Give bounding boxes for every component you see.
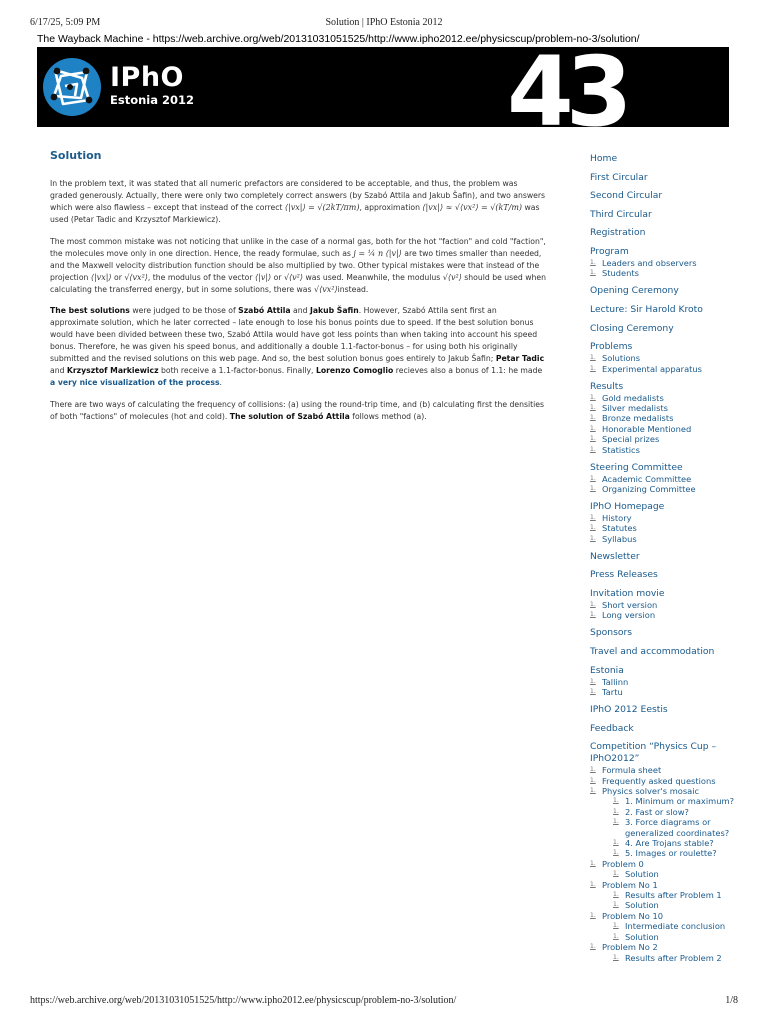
- print-footer: [30, 995, 738, 1006]
- sidebar-subitem-tallinn[interactable]: 1. Tallinn: [590, 677, 740, 687]
- p3-text-1: were judged to be those of: [132, 306, 236, 315]
- sidebar-item-label[interactable]: Third Circular: [590, 208, 652, 220]
- sidebar-subitem-label[interactable]: 1. Physics solver's mosaic: [602, 786, 700, 796]
- sidebar-subitem-label[interactable]: 1. Problem No 2: [602, 942, 658, 953]
- name-petar-tadic: Petar Tadic: [495, 354, 545, 363]
- sidebar-subitem-history[interactable]: 1. History: [590, 513, 740, 523]
- paragraph-2: [50, 236, 546, 296]
- edition-43-mark: [499, 47, 669, 127]
- sidebar-item-label[interactable]: Lecture: Sir Harold Kroto: [590, 303, 703, 315]
- p3-text-5: both receive a 1.1-factor-bonus. Finally,: [161, 366, 314, 375]
- p3-text-3: . However, Szabó Attila sent first an approximate solution, which he later corrected – late enough to lose his bonus points due to speed. If the best solution bonus would have been divided between these two, Szabó Attila would have got less points than when taking into account his speed bonus. Therefore, he was given his speed bonus, and additionally a double 1.1-factor-bonus – for using both his originally submitted and the revised solutions on this web page. And so, the best solution bonus goes entirely to Jakub Šafin;: [50, 306, 538, 363]
- p4-text-c: follows method (a).: [352, 412, 427, 421]
- sidebar-item-label[interactable]: IPhO 2012 Eestis: [590, 704, 668, 715]
- sidebar-item-label[interactable]: Travel and accommodation: [590, 646, 715, 657]
- sidebar-subitem-frequently-asked-questions[interactable]: [590, 776, 740, 786]
- sidebar-subitem-gold-medalists[interactable]: 1. Gold medalists: [590, 393, 740, 403]
- sidebar-subitem-problem-no-1[interactable]: [590, 880, 740, 911]
- sidebar-subitem-label[interactable]: 1. Problem 0: [602, 858, 644, 869]
- sidebar-subsubitem-intermediate-conclusion[interactable]: 1. Intermediate conclusion: [613, 921, 740, 931]
- paragraph-4: [50, 399, 546, 423]
- sidebar-subsublist: [602, 953, 740, 963]
- sidebar-subitem-silver-medalists[interactable]: 1. Silver medalists: [590, 403, 740, 413]
- sidebar-item-label[interactable]: Home: [590, 153, 618, 164]
- p1-text-a: In the problem text, it was stated that all numeric prefactors are considered to be acceptable, and thus, the problem was graded generously. Actually, there were only two completely correct answers (by Szabó Attila and Jakub Šafin), and two answers which were also flawless – except that instead of the correct: [50, 179, 546, 212]
- sidebar-subsubitem-2-fast-or-slow[interactable]: 1. 2. Fast or slow?: [613, 807, 740, 817]
- sidebar-item-registration[interactable]: [590, 227, 740, 239]
- sidebar-sublist: [590, 353, 740, 374]
- brand: [110, 64, 194, 107]
- sidebar-item-ipho-homepage[interactable]: [590, 501, 740, 544]
- formula-flux: j = ¼ n ⟨|v|⟩: [353, 249, 402, 258]
- sidebar-subitem-solutions[interactable]: 1. Solutions: [590, 353, 740, 363]
- sidebar-subitem-honorable-mentioned[interactable]: 1. Honorable Mentioned: [590, 424, 740, 434]
- sidebar-item-label[interactable]: Registration: [590, 227, 646, 239]
- p2-text-f: was used. Meanwhile, the modulus: [305, 273, 441, 282]
- p3-text-2: and: [293, 306, 308, 315]
- formula-modulus: √⟨v²⟩: [442, 273, 462, 282]
- p2-text-g: should be used when calculating the transferred energy, but in some solutions, there was: [50, 273, 546, 294]
- sidebar-subitem-special-prizes[interactable]: 1. Special prizes: [590, 434, 740, 444]
- sidebar-subitem-label[interactable]: 1. Formula sheet: [602, 765, 662, 776]
- paragraph-3: [50, 305, 546, 389]
- sidebar-subsublist: [602, 796, 740, 858]
- sidebar-item-label[interactable]: Invitation movie: [590, 588, 665, 599]
- sidebar-item-results[interactable]: [590, 381, 740, 455]
- p2-text-c: or: [113, 273, 122, 282]
- sidebar-item-closing-ceremony[interactable]: [590, 323, 740, 335]
- sidebar-subitem-academic-committee[interactable]: 1. Academic Committee: [590, 474, 740, 484]
- print-page-number: 1/8: [725, 995, 738, 1006]
- sidebar-subsublist: [602, 869, 740, 879]
- sidebar-subitem-formula-sheet[interactable]: [590, 765, 740, 775]
- ipho-logo-icon[interactable]: [37, 56, 107, 118]
- sidebar-subitem-label[interactable]: 1. Problem No 10: [602, 910, 664, 921]
- sidebar-nav: [590, 153, 740, 970]
- sidebar-item-problems[interactable]: [590, 341, 740, 374]
- sidebar-item-competition-physics-cup-ipho2012[interactable]: [590, 741, 740, 963]
- sidebar-item-label[interactable]: IPhO Homepage: [590, 501, 665, 512]
- sidebar-item-label[interactable]: Sponsors: [590, 627, 633, 639]
- sidebar-item-label[interactable]: Estonia: [590, 664, 624, 676]
- name-jakub-safin: Jakub Šafin: [309, 306, 359, 315]
- sidebar-subitem-problem-no-10[interactable]: [590, 911, 740, 942]
- sidebar-item-lecture-sir-harold-kroto[interactable]: [590, 304, 740, 316]
- sidebar-subitem-statistics[interactable]: 1. Statistics: [590, 445, 740, 455]
- sidebar-item-label[interactable]: Program: [590, 245, 629, 257]
- p3-text-7: .: [219, 378, 222, 387]
- name-szabo-attila: Szabó Attila: [238, 306, 291, 315]
- sidebar-item-opening-ceremony[interactable]: [590, 285, 740, 297]
- formula-correct: ⟨|vx|⟩ = √(2kT/πm): [284, 203, 360, 212]
- sidebar-subsubitem-3-force-diagrams-or-generalized-coordinates[interactable]: 1. 3. Force diagrams or generalized coordinates?: [613, 817, 740, 838]
- print-url: https://web.archive.org/web/20131031051525/http://www.ipho2012.ee/physicscup/problem-no-3/solution/: [30, 995, 457, 1006]
- sidebar-sublist: [590, 513, 740, 544]
- sidebar-subitem-organizing-committee[interactable]: 1. Organizing Committee: [590, 484, 740, 494]
- p2-text-h: instead.: [337, 285, 369, 294]
- sidebar-subitem-leaders-and-observers[interactable]: 1. Leaders and observers: [590, 258, 740, 268]
- sidebar-subsubitem-results-after-problem-2[interactable]: 1. Results after Problem 2: [613, 953, 740, 963]
- sidebar-subitem-statutes[interactable]: 1. Statutes: [590, 523, 740, 533]
- sidebar-subitem-label[interactable]: 1. Problem No 1: [602, 879, 658, 890]
- sidebar-subsubitem-4-are-trojans-stable[interactable]: 1. 4. Are Trojans stable?: [613, 838, 740, 848]
- sidebar-subitem-physics-solver-s-mosaic[interactable]: [590, 786, 740, 859]
- sidebar-item-ipho-2012-eestis[interactable]: [590, 704, 740, 716]
- brand-subtitle: Estonia 2012: [110, 93, 194, 107]
- sidebar-item-label[interactable]: Closing Ceremony: [590, 322, 674, 334]
- sidebar-item-first-circular[interactable]: [590, 172, 740, 184]
- p1-text-c: was used (Petar Tadic and Krzysztof Markiewicz).: [50, 203, 540, 224]
- sidebar-item-label[interactable]: Steering Committee: [590, 461, 683, 473]
- paragraph-1: [50, 178, 546, 226]
- sidebar-subitem-tartu[interactable]: 1. Tartu: [590, 687, 740, 697]
- sidebar-item-label[interactable]: First Circular: [590, 171, 648, 183]
- sidebar-item-feedback[interactable]: [590, 723, 740, 735]
- brand-name: IPhO: [110, 62, 185, 93]
- site-banner: [37, 47, 729, 127]
- p4-text-a: There are two ways of calculating the frequency of collisions: (a) using the round-trip time, and (b) calculating first the densities of both "factions" of molecules (hot and cold).: [50, 400, 545, 421]
- edition-43-text: 43: [507, 47, 625, 127]
- sidebar-item-press-releases[interactable]: [590, 569, 740, 581]
- sidebar-item-travel-and-accommodation[interactable]: [590, 646, 740, 658]
- formula-projection-abs: ⟨|vx|⟩: [90, 273, 112, 282]
- main-content: [50, 150, 546, 433]
- formula-vector-rms: √⟨v²⟩: [283, 273, 304, 282]
- sidebar-item-label[interactable]: Feedback: [590, 722, 634, 734]
- sidebar-item-invitation-movie[interactable]: [590, 588, 740, 621]
- sidebar-subitem-students[interactable]: 1. Students: [590, 268, 740, 278]
- sidebar-item-label[interactable]: Problems: [590, 341, 633, 353]
- sidebar-item-sponsors[interactable]: [590, 627, 740, 639]
- name-krzysztof-markiewicz: Krzysztof Markiewicz: [66, 366, 159, 375]
- sidebar-item-label[interactable]: Press Releases: [590, 569, 658, 581]
- visualization-link[interactable]: a very nice visualization of the process: [50, 378, 220, 387]
- sidebar-subsubitem-5-images-or-roulette[interactable]: 1. 5. Images or roulette?: [613, 848, 740, 858]
- p2-text-b: are two times smaller than needed, and the Maxwell velocity distribution function should be also multiplied by two. Other typical mistakes were that instead of the projection: [50, 249, 542, 282]
- sidebar-item-label[interactable]: Results: [590, 380, 624, 392]
- name-lorenzo-comoglio: Lorenzo Comoglio: [315, 366, 394, 375]
- sidebar-item-label[interactable]: Opening Ceremony: [590, 285, 679, 297]
- sidebar-subsubitem-solution[interactable]: 1. Solution: [613, 869, 740, 879]
- p2-text-e: or: [273, 273, 282, 282]
- sidebar-item-estonia[interactable]: [590, 665, 740, 698]
- sidebar-item-third-circular[interactable]: [590, 209, 740, 221]
- szabo-solution-label: The solution of Szabó Attila: [229, 412, 350, 421]
- page-title: Solution: [50, 149, 102, 162]
- sidebar-item-steering-committee[interactable]: [590, 462, 740, 495]
- sidebar-sublist: [590, 393, 740, 455]
- sidebar-item-program[interactable]: [590, 246, 740, 279]
- sidebar-subsublist: [602, 890, 740, 911]
- sidebar-sublist: [590, 600, 740, 621]
- sidebar-subsublist: [602, 921, 740, 942]
- formula-instead: √⟨vx²⟩: [313, 285, 338, 294]
- print-title: Solution | IPhO Estonia 2012: [325, 17, 443, 28]
- formula-vector-abs: ⟨|v|⟩: [255, 273, 272, 282]
- formula-projection-rms: √⟨vx²⟩: [124, 273, 148, 282]
- sidebar-subitem-bronze-medalists[interactable]: 1. Bronze medalists: [590, 413, 740, 423]
- sidebar-subitem-syllabus[interactable]: 1. Syllabus: [590, 534, 740, 544]
- sidebar-subitem-problem-no-2[interactable]: [590, 942, 740, 963]
- p2-text-a: The most common mistake was not noticing that unlike in the case of a normal gas, both for the hot "faction" and cold "faction", the molecules move only in one direction. Hence, the ready formulae, such as: [50, 237, 546, 258]
- sidebar-sublist: [590, 677, 740, 698]
- p3-text-4: and: [50, 366, 65, 375]
- sidebar-subsubitem-results-after-problem-1[interactable]: 1. Results after Problem 1: [613, 890, 740, 900]
- sidebar-sublist: [590, 765, 740, 963]
- sidebar-list: [590, 153, 740, 963]
- wayback-notice: The Wayback Machine - https://web.archive.org/web/20131031051525/http://www.ipho2012.ee/physicscup/problem-no-3/solution/: [37, 33, 640, 45]
- sidebar-subsubitem-solution[interactable]: 1. Solution: [613, 900, 740, 910]
- sidebar-item-home[interactable]: [590, 153, 740, 165]
- sidebar-item-label[interactable]: Newsletter: [590, 550, 640, 562]
- sidebar-sublist: [590, 474, 740, 495]
- sidebar-sublist: [590, 258, 740, 279]
- sidebar-subsubitem-1-minimum-or-maximum[interactable]: 1. 1. Minimum or maximum?: [613, 796, 740, 806]
- sidebar-subitem-experimental-apparatus[interactable]: 1. Experimental apparatus: [590, 364, 740, 374]
- sidebar-item-label[interactable]: Second Circular: [590, 190, 663, 202]
- sidebar-subitem-long-version[interactable]: 1. Long version: [590, 610, 740, 620]
- sidebar-subitem-short-version[interactable]: 1. Short version: [590, 600, 740, 610]
- best-solutions-label: The best solutions: [50, 306, 130, 315]
- p1-text-b: , approximation: [359, 203, 420, 212]
- sidebar-item-newsletter[interactable]: [590, 551, 740, 563]
- sidebar-subitem-label[interactable]: 1. Frequently asked questions: [602, 775, 716, 786]
- p2-text-d: , the modulus of the vector: [147, 273, 253, 282]
- sidebar-item-label[interactable]: Competition “Physics Cup – IPhO2012”: [590, 741, 717, 765]
- print-date: 6/17/25, 5:09 PM: [30, 17, 101, 28]
- formula-approximation: ⟨|vx|⟩ ≈ √⟨vx²⟩ = √(kT/m): [422, 203, 523, 212]
- sidebar-item-second-circular[interactable]: [590, 190, 740, 202]
- p3-text-6: recieves also a bonus of 1.1: he made: [395, 366, 543, 375]
- sidebar-subsubitem-solution[interactable]: 1. Solution: [613, 932, 740, 942]
- sidebar-subitem-problem-0[interactable]: [590, 859, 740, 880]
